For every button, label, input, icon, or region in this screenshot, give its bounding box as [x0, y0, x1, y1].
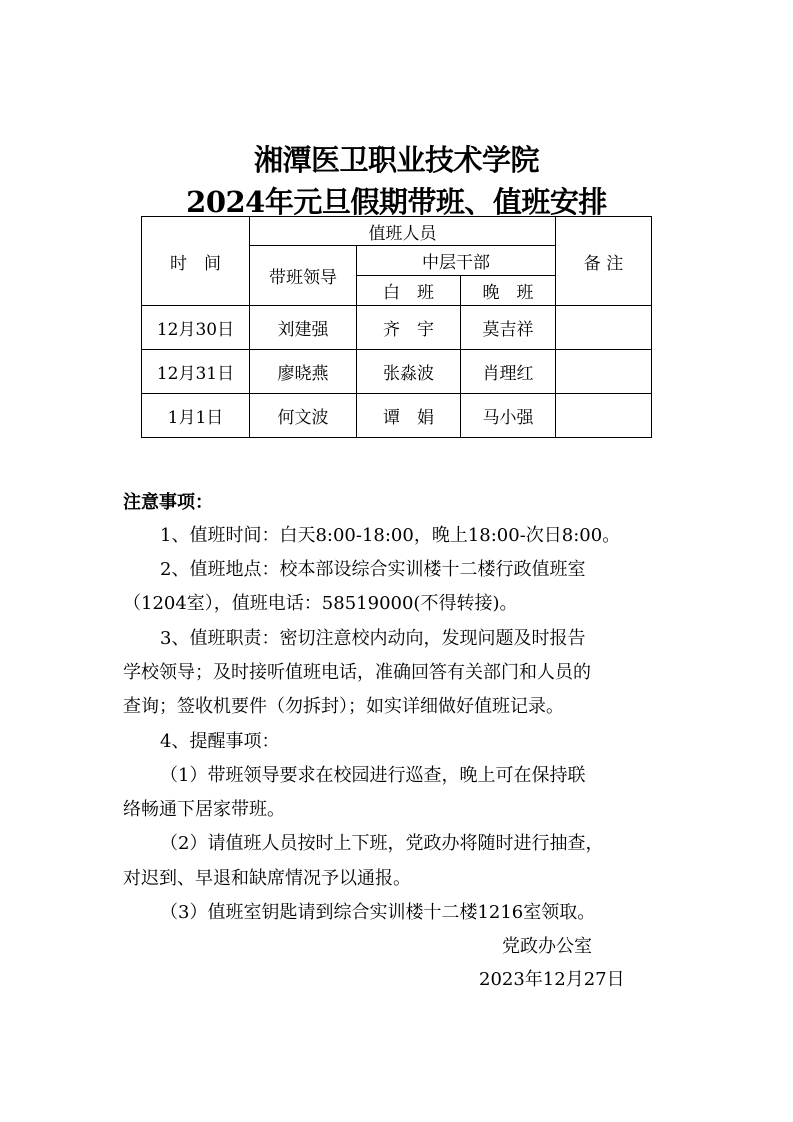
- row-night: 肖理红: [461, 350, 556, 394]
- notes-title: 注意事项：: [123, 492, 213, 513]
- table-row: [142, 394, 652, 438]
- row-note: [556, 394, 652, 438]
- header-time: 时 间: [142, 217, 250, 306]
- note-line: 1、值班时间：白天8:00-18:00，晚上18:00-次日8:00。: [160, 525, 621, 546]
- note-line: （2）请值班人员按时上下班，党政办将随时进行抽查，: [160, 833, 604, 854]
- row-date: 1月1日: [142, 394, 250, 438]
- document-subtitle: 2024年元旦假期带班、值班安排: [186, 185, 607, 219]
- header-note: 备 注: [556, 217, 652, 306]
- row-day: 齐 宇: [357, 306, 461, 350]
- signature-office: 党政办公室: [502, 936, 592, 957]
- table-row: [142, 350, 652, 394]
- header-day: 白 班: [357, 276, 461, 306]
- row-lead: 何文波: [250, 394, 357, 438]
- row-night: 马小强: [461, 394, 556, 438]
- row-date: 12月30日: [142, 306, 250, 350]
- note-line: （3）值班室钥匙请到综合实训楼十二楼1216室领取。: [160, 902, 596, 923]
- header-duty-staff: 值班人员: [250, 217, 556, 246]
- note-line: 4、提醒事项：: [160, 731, 280, 752]
- row-note: [556, 306, 652, 350]
- header-night: 晚 班: [461, 276, 556, 306]
- table-row: [142, 306, 652, 350]
- note-line: 络畅通下居家带班。: [123, 799, 285, 820]
- row-day: 谭 娟: [357, 394, 461, 438]
- note-line: （1204室），值班电话：58519000(不得转接)。: [123, 593, 518, 614]
- row-note: [556, 350, 652, 394]
- header-lead: 带班领导: [250, 246, 357, 306]
- duty-table: [141, 216, 652, 438]
- row-date: 12月31日: [142, 350, 250, 394]
- row-lead: 廖晓燕: [250, 350, 357, 394]
- note-line: 3、值班职责：密切注意校内动向，发现问题及时报告: [160, 628, 586, 649]
- header-middle: 中层干部: [357, 246, 556, 276]
- row-night: 莫吉祥: [461, 306, 556, 350]
- note-line: 2、值班地点：校本部设综合实训楼十二楼行政值班室: [160, 559, 586, 580]
- row-day: 张淼波: [357, 350, 461, 394]
- note-line: 查询；签收机要件（勿拆封）；如实详细做好值班记录。: [123, 696, 564, 717]
- note-line: 对迟到、早退和缺席情况予以通报。: [123, 868, 411, 889]
- note-line: （1）带班领导要求在校园进行巡查，晚上可在保持联: [160, 765, 586, 786]
- row-lead: 刘建强: [250, 306, 357, 350]
- note-line: 学校领导；及时接听值班电话，准确回答有关部门和人员的: [123, 662, 591, 683]
- document-title: 湘潭医卫职业技术学院: [253, 143, 539, 177]
- signature-date: 2023年12月27日: [479, 969, 625, 990]
